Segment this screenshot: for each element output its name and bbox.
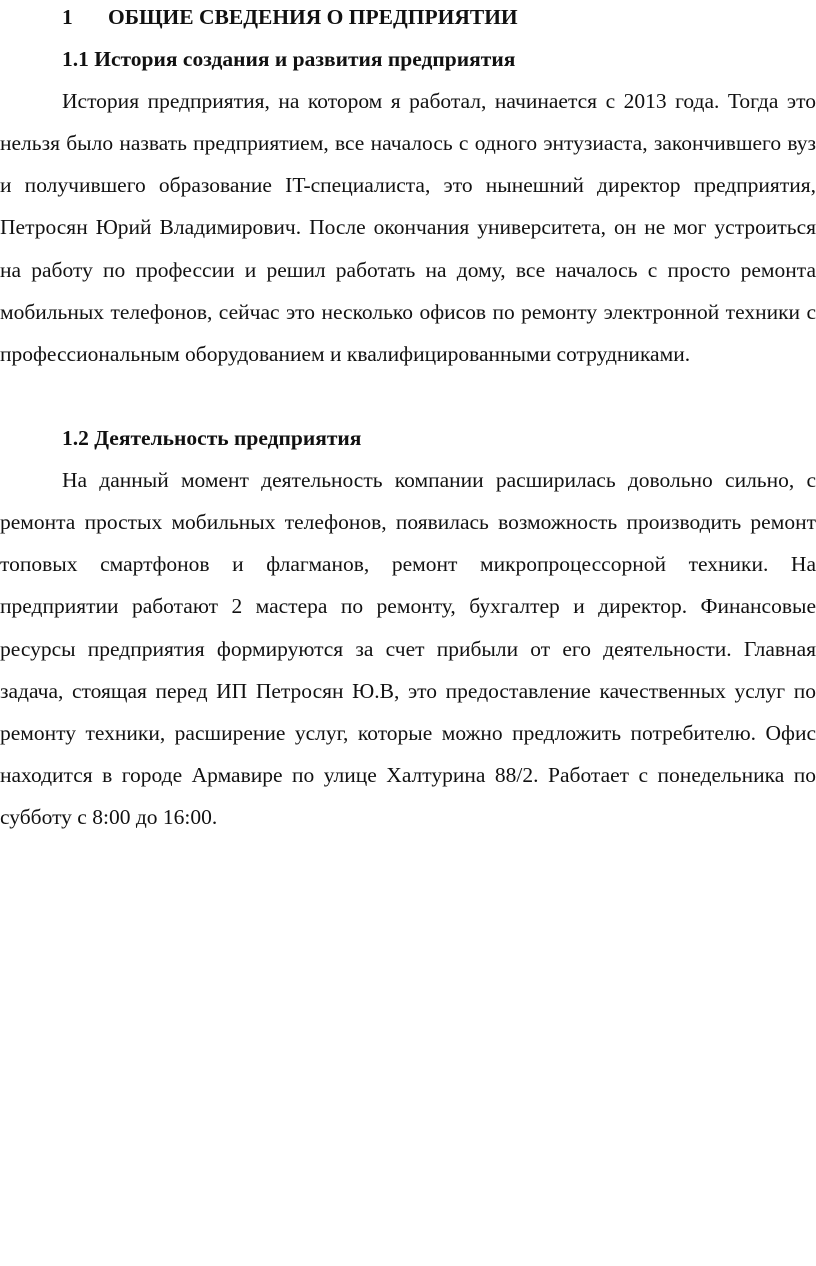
chapter-heading	[62, 2, 762, 32]
section-paragraph-activity: На данный момент деятельность компании расширилась довольно сильно, с ремонта простых мобильных телефонов, появилась возможность производить ремонт топовых смартфонов и флагманов, ремонт микропроцессорной техники. На предприятии работают 2 мастера по ремонту, бухгалтер и директор. Финансовые ресурсы предприятия формируются за счет прибыли от его деятельности. Главная задача, стоящая перед ИП Петросян Ю.В, это предоставление качественных услуг по ремонту техники, расширение услуг, которые можно предложить потребителю. Офис находится в городе Армавире по улице Халтурина 88/2. Работает с понедельника по субботу с 8:00 до 16:00.	[0, 468, 816, 830]
section-heading-activity: 1.2 Деятельность предприятия	[62, 426, 362, 450]
section-heading-history: 1.1 История создания и развития предприятия	[62, 47, 516, 71]
chapter-title: ОБЩИЕ СВЕДЕНИЯ О ПРЕДПРИЯТИИ	[108, 5, 518, 29]
section-paragraph-history: История предприятия, на котором я работал, начинается с 2013 года. Тогда это нельзя было назвать предприятием, все началось с одного энтузиаста, закончившего вуз и получившего образование IT-специалиста, это нынешний директор предприятия, Петросян Юрий Владимирович. После окончания университета, он не мог устроиться на работу по профессии и решил работать на дому, все началось с просто ремонта мобильных телефонов, сейчас это несколько офисов по ремонту электронной техники с профессиональным оборудованием и квалифицированными сотрудниками.	[0, 89, 816, 366]
chapter-number: 1	[62, 5, 73, 29]
